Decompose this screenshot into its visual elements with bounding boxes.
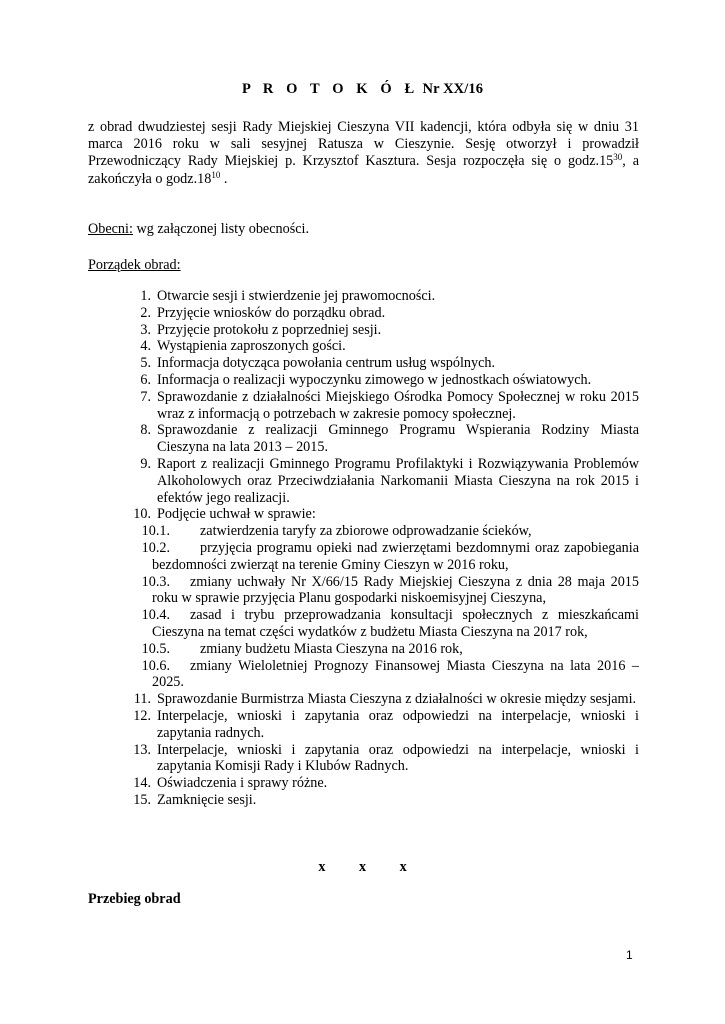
- title-protokol: P R O T O K Ó Ł: [241, 81, 419, 97]
- list-item: 11. Sprawozdanie Burmistrza Miasta Cieszyna z działalności w okresie między sesjami.: [133, 691, 637, 708]
- section-separator: x x x: [318, 859, 407, 875]
- end-time-minutes: 10: [211, 169, 221, 180]
- agenda-list: [88, 288, 639, 809]
- list-item: 3. Przyjęcie protokołu z poprzedniej sesji.: [140, 321, 382, 338]
- list-item: 5. Informacja dotycząca powołania centrum usług wspólnych.: [140, 355, 496, 372]
- intro-text: z obrad dwudziestej sesji Rady Miejskiej Cieszyna VII kadencji, która odbyła się w dniu 31 marca 2016 roku w sali sesyjnej Ratusza w Cieszynie. Sesję otworzył i prowadził Przewodniczący Rady Miejskiej p. Krzysztof Kasztura. Sesja rozpoczęła się o godz.15: [88, 119, 639, 170]
- present-line: [88, 221, 309, 238]
- sub-list-item: 10.3. zmiany uchwały Nr X/66/15 Rady Miejskiej Cieszyna z dnia 28 maja 2015 roku w sprawie przyjęcia Planu gospodarki niskoemisyjnej Cieszyna,: [141, 573, 639, 607]
- start-time-minutes: 30: [613, 152, 623, 163]
- section-heading: Przebieg obrad: [88, 891, 181, 907]
- list-item: 2. Przyjęcie wniosków do porządku obrad.: [140, 304, 386, 321]
- list-item: 15. Zamknięcie sesji.: [133, 791, 257, 808]
- intro-tail: .: [220, 170, 228, 187]
- sub-list-item: 10.4. zasad i trybu przeprowadzania konsultacji społecznych z mieszkańcami Cieszyna na temat części wydatków z budżetu Miasta Cieszyna na 2017 rok,: [141, 607, 639, 640]
- list-item: 8. Sprawozdanie z realizacji Gminnego Programu Wspierania Rodziny Miasta Cieszyna na lata 2013 – 2015.: [140, 422, 639, 456]
- agenda-label: Porządek obrad:: [88, 257, 181, 273]
- sub-list-item: 10.6. zmiany Wieloletniej Prognozy Finansowej Miasta Cieszyna na lata 2016 – 2025.: [141, 657, 639, 691]
- list-item: 7. Sprawozdanie z działalności Miejskiego Ośrodka Pomocy Społecznej w roku 2015 wraz z informacją o potrzebach w zakresie pomocy społecznej.: [140, 388, 639, 422]
- list-item: 6. Informacja o realizacji wypoczynku zimowego w jednostkach oświatowych.: [140, 371, 592, 388]
- list-item: 12. Interpelacje, wnioski i zapytania oraz odpowiedzi na interpelacje, wnioski i zapytania radnych.: [133, 707, 639, 741]
- list-item: 1. Otwarcie sesji i stwierdzenie jej prawomocności.: [140, 288, 436, 304]
- page-number: 1: [626, 948, 633, 962]
- list-item: 10. Podjęcie uchwał w sprawie:: [133, 506, 316, 523]
- present-text: wg załączonej listy obecności.: [132, 221, 310, 237]
- title-number: Nr XX/16: [422, 81, 484, 97]
- intro-mid: , a zakończyła o godz.18: [88, 153, 639, 187]
- list-item: 14. Oświadczenia i sprawy różne.: [133, 775, 328, 792]
- sub-list-item: 10.5. zmiany budżetu Miasta Cieszyna na 2016 rok,: [141, 640, 463, 657]
- document-title: [0, 81, 725, 98]
- intro-paragraph: [88, 119, 639, 188]
- list-item: 4. Wystąpienia zaproszonych gości.: [140, 338, 346, 355]
- list-item: 13. Interpelacje, wnioski i zapytania oraz odpowiedzi na interpelacje, wnioski i zapytania Komisji Rady i Klubów Radnych.: [133, 741, 639, 775]
- sub-list-item: 10.2. przyjęcia programu opieki nad zwierzętami bezdomnymi oraz zapobiegania bezdomności zwierząt na terenie Gminy Cieszyn w 2016 roku,: [141, 539, 639, 573]
- sub-list-item: 10.1. zatwierdzenia taryfy za zbiorowe odprowadzanie ścieków,: [141, 523, 532, 540]
- present-label: Obecni:: [88, 221, 133, 237]
- list-item: 9. Raport z realizacji Gminnego Programu Profilaktyki i Rozwiązywania Problemów Alkoholowych oraz Przeciwdziałania Narkomanii Miasta Cieszyna na rok 2015 i efektów jego realizacji.: [140, 455, 639, 506]
